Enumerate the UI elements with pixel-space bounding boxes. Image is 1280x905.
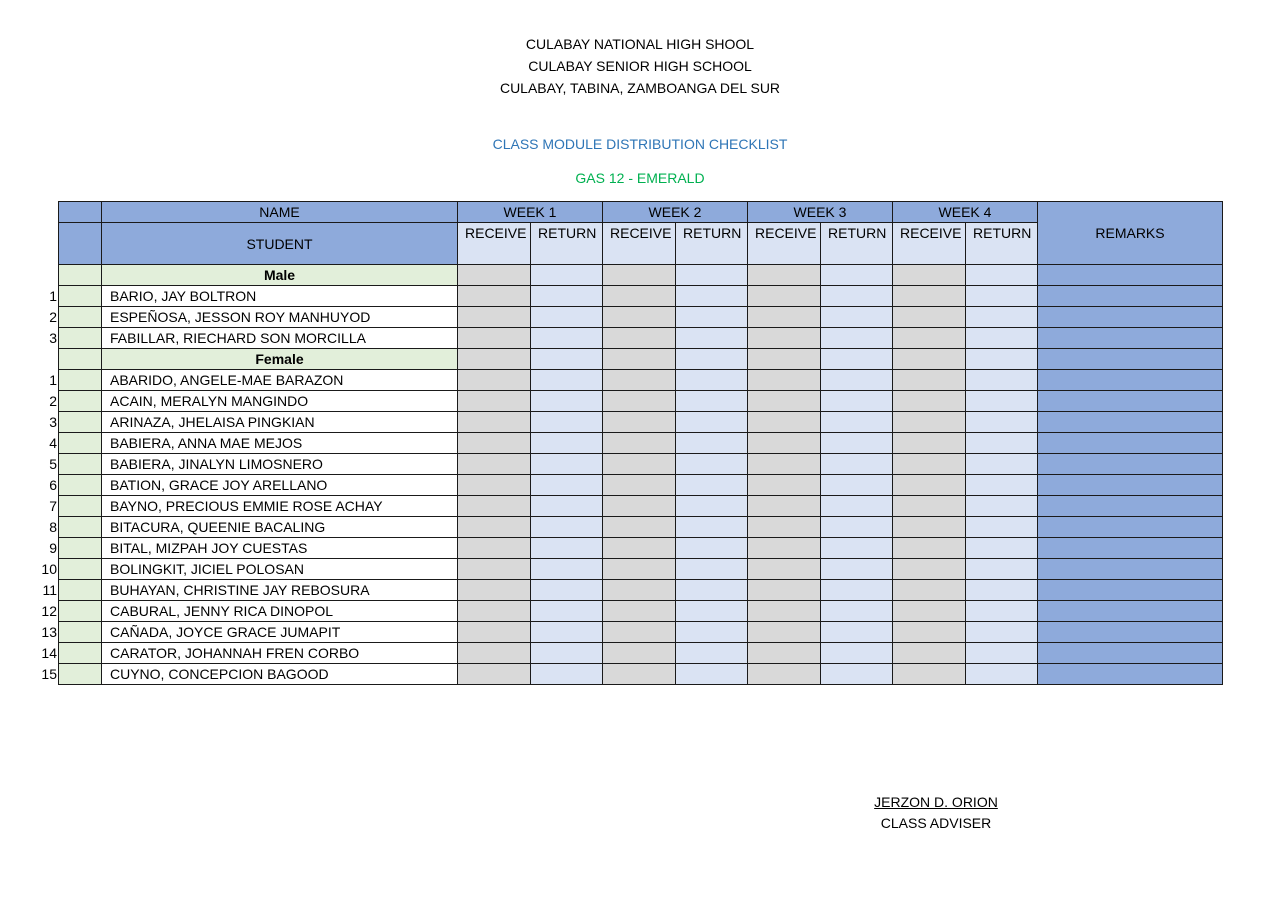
student-name: BOLINGKIT, JICIEL POLOSAN — [102, 559, 458, 580]
week-1-return-cell[interactable] — [531, 370, 603, 391]
week-4-receive-cell[interactable] — [893, 286, 966, 307]
student-name: BUHAYAN, CHRISTINE JAY REBOSURA — [102, 580, 458, 601]
student-number: 15 — [41, 666, 57, 682]
checklist-title: CLASS MODULE DISTRIBUTION CHECKLIST — [492, 136, 788, 152]
week-2-receive-cell[interactable] — [603, 538, 676, 559]
week-3-receive-cell[interactable] — [748, 454, 821, 475]
week-2-return-cell[interactable] — [676, 412, 748, 433]
school-name: CULABAY NATIONAL HIGH SHOOL — [525, 36, 755, 52]
week-3-receive-cell[interactable] — [748, 601, 821, 622]
week-3-return-cell[interactable] — [821, 349, 893, 370]
student-name: CUYNO, CONCEPCION BAGOOD — [102, 664, 458, 685]
remarks-cell[interactable] — [1038, 643, 1223, 664]
week-3-return-cell[interactable] — [821, 601, 893, 622]
week-2-return-cell[interactable] — [676, 559, 748, 580]
student-number: 9 — [49, 540, 57, 556]
week-3-receive-cell[interactable] — [748, 433, 821, 454]
student-row — [59, 286, 1223, 307]
student-number: 6 — [49, 477, 57, 493]
week-1-receive-cell[interactable] — [458, 328, 531, 349]
student-row — [59, 454, 1223, 475]
male-section-label: Male — [102, 265, 458, 286]
week-4-receive-cell[interactable] — [893, 664, 966, 685]
week-1-receive-cell[interactable] — [458, 286, 531, 307]
week-3-return-cell[interactable] — [821, 286, 893, 307]
week-3-receive-cell[interactable] — [748, 538, 821, 559]
week-3-return-header: RETURN — [821, 223, 893, 265]
week-4-receive-cell[interactable] — [893, 328, 966, 349]
remarks-cell[interactable] — [1038, 580, 1223, 601]
week-3-return-cell[interactable] — [821, 391, 893, 412]
week-3-return-cell[interactable] — [821, 664, 893, 685]
week-2-return-cell[interactable] — [676, 517, 748, 538]
student-row — [59, 559, 1223, 580]
student-row — [59, 412, 1223, 433]
week-2-return-cell[interactable] — [676, 454, 748, 475]
week-4-return-cell[interactable] — [966, 496, 1038, 517]
week-2-return-cell[interactable] — [676, 391, 748, 412]
student-row — [59, 601, 1223, 622]
week-1-return-cell[interactable] — [531, 286, 603, 307]
week-2-receive-cell[interactable] — [603, 370, 676, 391]
week-1-receive-cell[interactable] — [458, 433, 531, 454]
week-4-return-cell[interactable] — [966, 601, 1038, 622]
week-3-receive-cell[interactable] — [748, 391, 821, 412]
week-3-receive-cell[interactable] — [748, 475, 821, 496]
week-1-receive-cell[interactable] — [458, 370, 531, 391]
week-4-receive-cell[interactable] — [893, 349, 966, 370]
index-header — [59, 202, 102, 223]
week-4-receive-cell[interactable] — [893, 517, 966, 538]
week-4-return-cell[interactable] — [966, 643, 1038, 664]
week-1-return-cell[interactable] — [531, 496, 603, 517]
remarks-cell[interactable] — [1038, 496, 1223, 517]
week-2-return-cell[interactable] — [676, 622, 748, 643]
student-row — [59, 307, 1223, 328]
week-2-receive-cell[interactable] — [603, 601, 676, 622]
week-4-receive-cell[interactable] — [893, 538, 966, 559]
female-section-label: Female — [102, 349, 458, 370]
week-4-receive-cell[interactable] — [893, 559, 966, 580]
week-2-receive-cell[interactable] — [603, 517, 676, 538]
week-2-receive-cell[interactable] — [603, 622, 676, 643]
student-number: 2 — [49, 309, 57, 325]
week-1-return-header: RETURN — [531, 223, 603, 265]
student-name: BITACURA, QUEENIE BACALING — [102, 517, 458, 538]
week-4-return-cell[interactable] — [966, 412, 1038, 433]
week-4-return-header: RETURN — [966, 223, 1038, 265]
week-1-receive-cell[interactable] — [458, 496, 531, 517]
week-1-receive-cell[interactable] — [458, 349, 531, 370]
student-number: 14 — [41, 645, 57, 661]
week-3-receive-header: RECEIVE — [748, 223, 821, 265]
week-3-return-cell[interactable] — [821, 328, 893, 349]
week-2-receive-cell[interactable] — [603, 328, 676, 349]
student-name: ESPEÑOSA, JESSON ROY MANHUYOD — [102, 307, 458, 328]
remarks-cell[interactable] — [1038, 475, 1223, 496]
distribution-table — [41, 201, 1223, 685]
week-2-return-cell[interactable] — [676, 496, 748, 517]
week-3-receive-cell[interactable] — [748, 622, 821, 643]
week-2-receive-cell[interactable] — [603, 475, 676, 496]
week-4-return-cell[interactable] — [966, 475, 1038, 496]
student-name: ABARIDO, ANGELE-MAE BARAZON — [102, 370, 458, 391]
student-name: ARINAZA, JHELAISA PINGKIAN — [102, 412, 458, 433]
week-1-return-cell[interactable] — [531, 328, 603, 349]
remarks-cell[interactable] — [1038, 412, 1223, 433]
student-row — [59, 391, 1223, 412]
week-1-receive-cell[interactable] — [458, 664, 531, 685]
student-row — [59, 580, 1223, 601]
week-1-receive-cell[interactable] — [458, 580, 531, 601]
week-4-return-cell[interactable] — [966, 454, 1038, 475]
student-name: BITAL, MIZPAH JOY CUESTAS — [102, 538, 458, 559]
week-4-receive-header: RECEIVE — [893, 223, 966, 265]
week-4-header: WEEK 4 — [893, 202, 1038, 223]
week-1-return-cell[interactable] — [531, 412, 603, 433]
week-4-return-cell[interactable] — [966, 538, 1038, 559]
week-4-return-cell[interactable] — [966, 370, 1038, 391]
week-1-return-cell[interactable] — [531, 601, 603, 622]
week-3-return-cell[interactable] — [821, 475, 893, 496]
week-4-return-cell[interactable] — [966, 328, 1038, 349]
week-1-receive-cell[interactable] — [458, 454, 531, 475]
remarks-cell[interactable] — [1038, 601, 1223, 622]
week-3-return-cell[interactable] — [821, 496, 893, 517]
week-3-receive-cell[interactable] — [748, 307, 821, 328]
week-1-header: WEEK 1 — [458, 202, 603, 223]
remarks-cell[interactable] — [1038, 433, 1223, 454]
remarks-cell[interactable] — [1038, 391, 1223, 412]
week-3-receive-cell[interactable] — [748, 286, 821, 307]
week-4-receive-cell[interactable] — [893, 496, 966, 517]
student-name: CABURAL, JENNY RICA DINOPOL — [102, 601, 458, 622]
week-1-receive-cell[interactable] — [458, 517, 531, 538]
student-row — [59, 664, 1223, 685]
week-3-return-cell[interactable] — [821, 454, 893, 475]
remarks-header: REMARKS — [1038, 202, 1223, 265]
student-row — [59, 370, 1223, 391]
school-address: CULABAY, TABINA, ZAMBOANGA DEL SUR — [499, 80, 781, 96]
week-1-receive-cell[interactable] — [458, 391, 531, 412]
week-2-receive-cell[interactable] — [603, 454, 676, 475]
week-4-return-cell[interactable] — [966, 664, 1038, 685]
week-4-receive-cell[interactable] — [893, 601, 966, 622]
week-2-header: WEEK 2 — [603, 202, 748, 223]
week-2-return-cell[interactable] — [676, 307, 748, 328]
student-row — [59, 433, 1223, 454]
student-row — [59, 475, 1223, 496]
week-3-receive-cell[interactable] — [748, 370, 821, 391]
week-1-receive-cell[interactable] — [458, 559, 531, 580]
week-4-return-cell[interactable] — [966, 307, 1038, 328]
week-4-receive-cell[interactable] — [893, 475, 966, 496]
remarks-cell[interactable] — [1038, 349, 1223, 370]
student-row — [59, 328, 1223, 349]
week-3-return-cell[interactable] — [821, 370, 893, 391]
week-1-receive-cell[interactable] — [458, 622, 531, 643]
week-3-header: WEEK 3 — [748, 202, 893, 223]
week-3-receive-cell[interactable] — [748, 496, 821, 517]
week-3-return-cell[interactable] — [821, 433, 893, 454]
student-row — [59, 538, 1223, 559]
week-3-receive-cell[interactable] — [748, 517, 821, 538]
week-3-return-cell[interactable] — [821, 517, 893, 538]
student-number: 13 — [41, 624, 57, 640]
week-2-receive-cell[interactable] — [603, 307, 676, 328]
student-row — [59, 622, 1223, 643]
student-row — [59, 496, 1223, 517]
week-3-return-cell[interactable] — [821, 538, 893, 559]
week-4-receive-cell[interactable] — [893, 433, 966, 454]
week-2-receive-header: RECEIVE — [603, 223, 676, 265]
week-2-receive-cell[interactable] — [603, 664, 676, 685]
week-1-receive-cell[interactable] — [458, 307, 531, 328]
male-section-row — [59, 265, 1223, 286]
student-number: 2 — [49, 393, 57, 409]
week-1-return-cell[interactable] — [531, 307, 603, 328]
week-1-return-cell[interactable] — [531, 559, 603, 580]
student-number: 4 — [49, 435, 57, 451]
week-4-receive-cell[interactable] — [893, 370, 966, 391]
week-1-receive-cell[interactable] — [458, 412, 531, 433]
week-2-receive-cell[interactable] — [603, 412, 676, 433]
student-name: CAÑADA, JOYCE GRACE JUMAPIT — [102, 622, 458, 643]
week-2-receive-cell[interactable] — [603, 559, 676, 580]
week-3-return-cell[interactable] — [821, 559, 893, 580]
student-header: STUDENT — [102, 223, 458, 265]
week-4-return-cell[interactable] — [966, 433, 1038, 454]
student-number: 1 — [49, 372, 57, 388]
week-2-receive-cell[interactable] — [603, 391, 676, 412]
week-2-return-cell[interactable] — [676, 538, 748, 559]
week-4-return-cell[interactable] — [966, 580, 1038, 601]
student-name: BABIERA, ANNA MAE MEJOS — [102, 433, 458, 454]
week-2-receive-cell[interactable] — [603, 433, 676, 454]
week-2-return-cell[interactable] — [676, 580, 748, 601]
week-1-return-cell[interactable] — [531, 517, 603, 538]
student-row — [59, 517, 1223, 538]
week-4-return-cell[interactable] — [966, 517, 1038, 538]
student-name: ACAIN, MERALYN MANGINDO — [102, 391, 458, 412]
student-number: 8 — [49, 519, 57, 535]
week-3-receive-cell[interactable] — [748, 643, 821, 664]
week-4-receive-cell[interactable] — [893, 412, 966, 433]
week-4-return-cell[interactable] — [966, 286, 1038, 307]
week-1-receive-cell[interactable] — [458, 538, 531, 559]
week-3-return-cell[interactable] — [821, 580, 893, 601]
week-1-return-cell[interactable] — [531, 475, 603, 496]
week-1-receive-cell[interactable] — [458, 475, 531, 496]
remarks-cell[interactable] — [1038, 454, 1223, 475]
week-1-return-cell[interactable] — [531, 664, 603, 685]
student-number: 12 — [41, 603, 57, 619]
week-2-return-cell[interactable] — [676, 370, 748, 391]
week-3-receive-cell[interactable] — [748, 559, 821, 580]
week-3-receive-cell[interactable] — [748, 328, 821, 349]
week-3-return-cell[interactable] — [821, 643, 893, 664]
week-4-receive-cell[interactable] — [893, 580, 966, 601]
student-number: 3 — [49, 330, 57, 346]
week-4-receive-cell[interactable] — [893, 622, 966, 643]
adviser-role: CLASS ADVISER — [880, 815, 992, 831]
remarks-cell[interactable] — [1038, 286, 1223, 307]
week-4-return-cell[interactable] — [966, 559, 1038, 580]
week-2-receive-cell[interactable] — [603, 580, 676, 601]
remarks-cell[interactable] — [1038, 622, 1223, 643]
week-2-return-cell[interactable] — [676, 433, 748, 454]
week-4-receive-cell[interactable] — [893, 643, 966, 664]
student-number: 1 — [49, 288, 57, 304]
student-name: FABILLAR, RIECHARD SON MORCILLA — [102, 328, 458, 349]
week-2-receive-cell[interactable] — [603, 286, 676, 307]
week-2-return-cell[interactable] — [676, 286, 748, 307]
week-1-return-cell[interactable] — [531, 622, 603, 643]
adviser-name: JERZON D. ORION — [874, 794, 998, 810]
week-1-return-cell[interactable] — [531, 433, 603, 454]
name-header: NAME — [102, 202, 458, 223]
remarks-cell[interactable] — [1038, 328, 1223, 349]
remarks-cell[interactable] — [1038, 307, 1223, 328]
week-2-receive-cell[interactable] — [603, 643, 676, 664]
week-1-return-cell[interactable] — [531, 538, 603, 559]
week-2-return-cell[interactable] — [676, 328, 748, 349]
student-number: 11 — [42, 582, 57, 598]
week-2-return-cell[interactable] — [676, 601, 748, 622]
week-1-return-cell[interactable] — [531, 580, 603, 601]
week-3-return-cell[interactable] — [821, 412, 893, 433]
female-section-row — [59, 349, 1223, 370]
remarks-cell[interactable] — [1038, 559, 1223, 580]
week-4-return-cell[interactable] — [966, 622, 1038, 643]
week-1-return-cell[interactable] — [531, 643, 603, 664]
remarks-cell[interactable] — [1038, 664, 1223, 685]
week-4-return-cell[interactable] — [966, 391, 1038, 412]
week-2-return-cell[interactable] — [676, 349, 748, 370]
remarks-cell[interactable] — [1038, 370, 1223, 391]
student-number: 5 — [49, 456, 57, 472]
week-3-receive-cell[interactable] — [748, 349, 821, 370]
week-2-return-header: RETURN — [676, 223, 748, 265]
week-3-receive-cell[interactable] — [748, 580, 821, 601]
week-3-receive-cell[interactable] — [748, 664, 821, 685]
student-number: 7 — [49, 498, 57, 514]
senior-high-name: CULABAY SENIOR HIGH SCHOOL — [528, 58, 752, 74]
week-1-return-cell[interactable] — [531, 454, 603, 475]
student-name: BABIERA, JINALYN LIMOSNERO — [102, 454, 458, 475]
week-1-return-cell[interactable] — [531, 349, 603, 370]
week-2-receive-cell[interactable] — [603, 496, 676, 517]
week-2-return-cell[interactable] — [676, 664, 748, 685]
index-subheader — [59, 223, 102, 265]
student-row — [59, 643, 1223, 664]
week-4-return-cell[interactable] — [966, 349, 1038, 370]
remarks-cell[interactable] — [1038, 517, 1223, 538]
week-4-receive-cell[interactable] — [893, 391, 966, 412]
student-number: 3 — [49, 414, 57, 430]
week-1-receive-header: RECEIVE — [458, 223, 531, 265]
week-4-receive-cell[interactable] — [893, 454, 966, 475]
week-1-return-cell[interactable] — [531, 391, 603, 412]
week-3-return-cell[interactable] — [821, 307, 893, 328]
remarks-cell[interactable] — [1038, 538, 1223, 559]
week-2-receive-cell[interactable] — [603, 349, 676, 370]
student-number: 10 — [41, 561, 57, 577]
week-2-return-cell[interactable] — [676, 475, 748, 496]
week-1-receive-cell[interactable] — [458, 643, 531, 664]
student-name: BATION, GRACE JOY ARELLANO — [102, 475, 458, 496]
student-name: BAYNO, PRECIOUS EMMIE ROSE ACHAY — [102, 496, 458, 517]
student-name: CARATOR, JOHANNAH FREN CORBO — [102, 643, 458, 664]
week-4-receive-cell[interactable] — [893, 307, 966, 328]
student-name: BARIO, JAY BOLTRON — [102, 286, 458, 307]
week-2-return-cell[interactable] — [676, 643, 748, 664]
week-1-receive-cell[interactable] — [458, 601, 531, 622]
class-section: GAS 12 - EMERALD — [575, 170, 705, 186]
week-3-receive-cell[interactable] — [748, 412, 821, 433]
week-3-return-cell[interactable] — [821, 622, 893, 643]
